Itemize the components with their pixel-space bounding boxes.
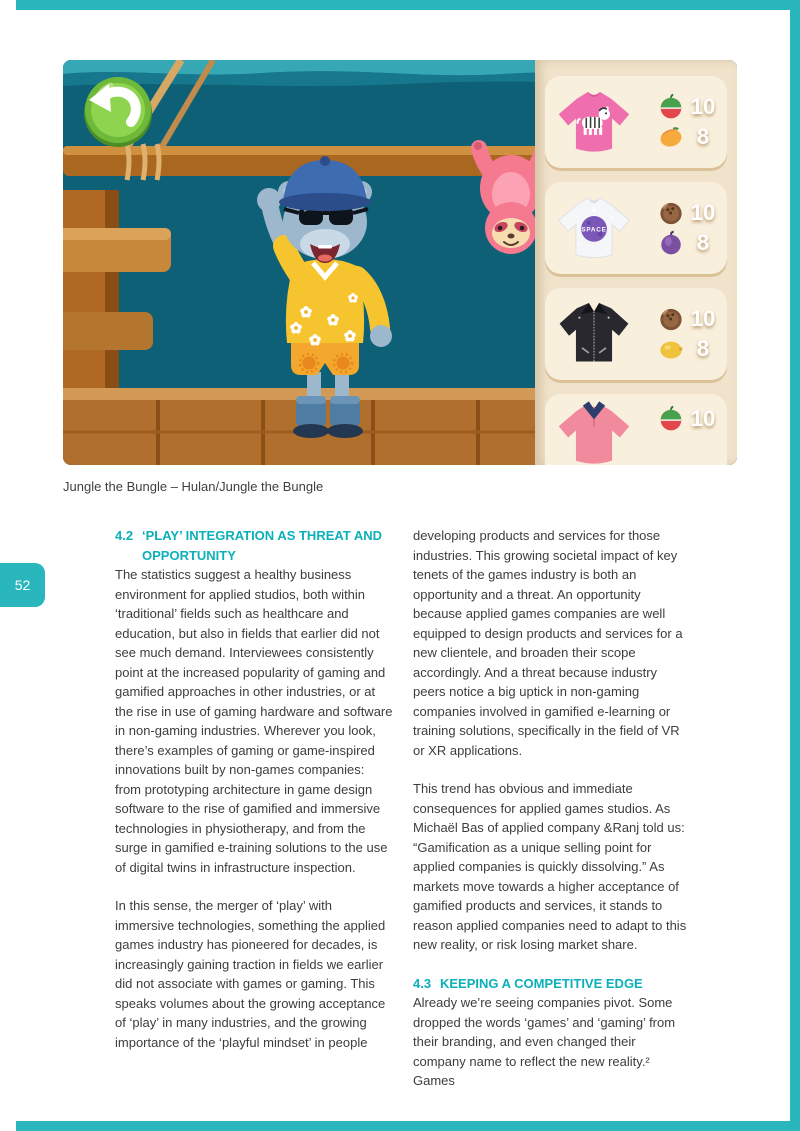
mango-icon (658, 124, 684, 150)
price-list (658, 406, 717, 432)
price-value: 8 (696, 336, 710, 361)
lemon-icon (658, 336, 684, 362)
back-arrow-icon (79, 72, 157, 150)
price-row (658, 124, 717, 150)
paragraph: In this sense, the merger of ‘play’ with immersive technologies, something the applied games industry has pioneered for decades, is increasingly gaining traction in fields we earlier did not associate with games or gaming. This speaks volumes about the growing acceptance of ‘play’ in many industries, and the growing importance of the ‘playful mindset’ in people (115, 898, 386, 1050)
shop-item-card[interactable] (545, 288, 727, 380)
paragraph: This trend has obvious and immediate consequences for applied games studios. As Michaël Bas of applied company &Ranj told us: “Gamification as a unique selling point for applied companies is quickly dissolving.” As markets move towards a higher acceptance of gamified products and services, it stands to reason applied companies need to adapt to this new reality, or risk losing market share. (413, 781, 687, 952)
leather-jacket-icon (551, 298, 637, 370)
paragraph: The statistics suggest a healthy business environment for applied studios, both within ‘traditional’ fields such as healthcare and education, but also in fields that earlier did not see much demand. Interviewees consistently point at the increased popularity of gaming and gamified approaches in other industries, or at the rise in use of gaming hardware and software in non-gaming industries. Wherever you look, there’s examples of gaming or game-inspired innovations built by non-games companies: from prototyping architecture in game design software to the rise of gamified and immersive technologies in physiotherapy, and from the surge in gamified e-training solutions to the use of digital twins in infrastructure inspection. (115, 567, 393, 875)
tshirt-space-icon (551, 192, 637, 264)
paragraph: developing products and services for those industries. This growing societal impact of key tenets of the games industry is both an opportunity and a threat. An opportunity because applied games companies are well equipped to design products and services for a new clientele, and broaden their scope accordingly. And a threat because industry peers notice a big uptick in non-gaming companies involved in gamified e-learning or training solutions, specifically in the field of VR or XR applications. (413, 528, 683, 758)
price-row (658, 406, 717, 432)
page-border-right (790, 0, 800, 1131)
price-row (658, 336, 717, 362)
paragraph: Already we’re seeing companies pivot. Some dropped the words ‘games’ and ‘gaming’ from their branding, and even changed their company name to reflect the new reality.² Games (413, 995, 676, 1088)
price-value: 10 (690, 406, 716, 431)
section-title: ‘PLAY’ INTEGRATION AS THREAT AND OPPORTUNITY (142, 528, 383, 563)
price-value: 10 (690, 200, 716, 225)
section-heading-4-2 (115, 526, 393, 565)
section-heading-4-3 (413, 974, 691, 994)
polo-shirt-icon (551, 398, 637, 465)
coconut-icon (658, 306, 684, 332)
section-number: 4.2 (115, 528, 134, 543)
watermelon-icon (658, 94, 684, 120)
game-screenshot (63, 60, 737, 465)
price-row (658, 94, 717, 120)
section-number: 4.3 (413, 975, 432, 991)
price-row (658, 200, 717, 226)
price-list (658, 306, 717, 362)
page-border-top (16, 0, 800, 10)
page-number-tab (0, 563, 45, 607)
price-value: 8 (696, 124, 710, 149)
price-row (658, 306, 717, 332)
price-row (658, 230, 717, 256)
article-left-column (115, 526, 393, 1071)
shop-item-card[interactable] (545, 394, 727, 465)
price-value: 10 (690, 94, 716, 119)
coconut-icon (658, 200, 684, 226)
shop-item-card[interactable] (545, 76, 727, 168)
price-list (658, 94, 717, 150)
tshirt-zebra-icon (551, 86, 637, 158)
figure-caption: Jungle the Bungle – Hulan/Jungle the Bungle (63, 479, 324, 494)
plum-icon (658, 230, 684, 256)
price-list (658, 200, 717, 256)
section-title: KEEPING A COMPETITIVE EDGE (440, 975, 643, 991)
page-number: 52 (14, 577, 31, 593)
price-value: 10 (690, 306, 716, 331)
article-right-column (413, 526, 691, 1110)
shop-item-card[interactable] (545, 182, 727, 274)
back-button[interactable] (79, 72, 157, 150)
shop-panel (535, 60, 737, 465)
price-value: 8 (696, 230, 710, 255)
page-border-bottom (16, 1121, 800, 1131)
watermelon-icon (658, 406, 684, 432)
shirt-text: SPACE (581, 226, 607, 234)
